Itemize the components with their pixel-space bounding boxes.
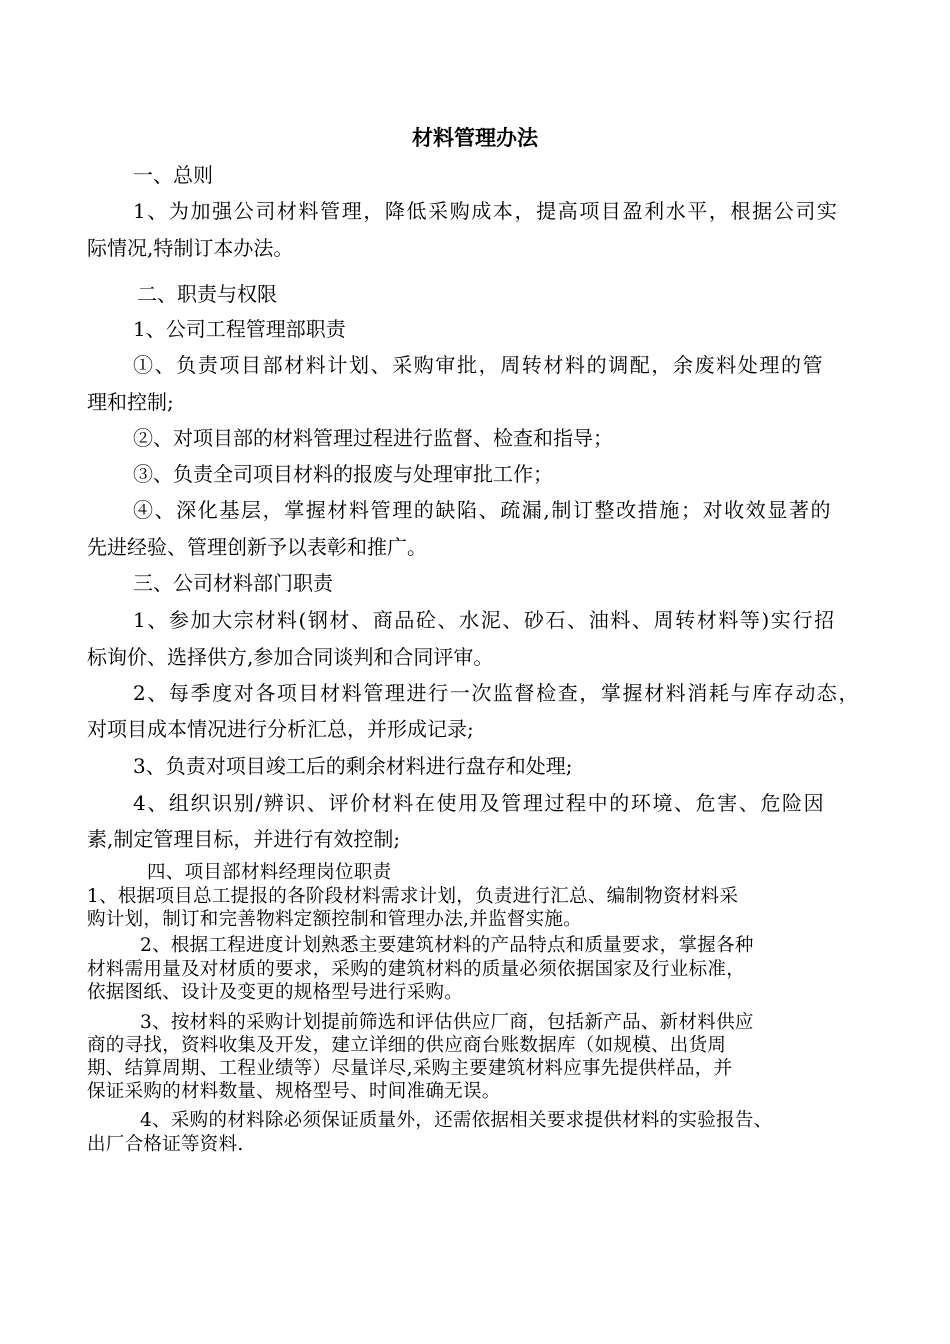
paragraph-line: 1、为加强公司材料管理，降低采购成本，提高项目盈利水平，根据公司实 [133,199,839,223]
paragraph-line: 标询价、选择供方,参加合同谈判和合同评审。 [87,645,494,669]
paragraph-line: 期、结算周期、工程业绩等）尽量详尽,采购主要建筑材料应事先提供样品，并 [87,1058,733,1079]
paragraph-line: 购计划，制订和完善物料定额控制和管理办法,并监督实施。 [87,909,582,930]
subheading-engineering-dept: 1、公司工程管理部职责 [133,317,346,341]
paragraph-line: 依据图纸、设计及变更的规格型号进行采购。 [87,982,464,1003]
paragraph-line: ①、负责项目部材料计划、采购审批，周转材料的调配，余废料处理的管 [133,353,825,377]
document-title: 材料管理办法 [412,126,538,150]
paragraph-line: 理和控制; [87,390,174,414]
paragraph-line: ②、对项目部的材料管理过程进行监督、检查和指导； [133,426,613,450]
heading-project-manager: 四、项目部材料经理岗位职责 [147,862,392,883]
paragraph-line: ④、深化基层，掌握材料管理的缺陷、疏漏,制订整改措施；对收效显著的 [133,498,833,522]
paragraph-line: 1、参加大宗材料(钢材、商品砼、水泥、砂石、油料、周转材料等)实行招 [133,608,836,632]
paragraph-line: 对项目成本情况进行分析汇总，并形成记录; [87,717,474,741]
paragraph-line: 2、每季度对各项目材料管理进行一次监督检查，掌握材料消耗与库存动态， [133,681,861,705]
paragraph-line: 材料需用量及对材质的要求，采购的建筑材料的质量必须依据国家及行业标准， [87,959,746,980]
paragraph-line: 4、组织识别/辨识、评价材料在使用及管理过程中的环境、危害、危险因 [133,791,826,815]
paragraph-line: 出厂合格证等资料. [87,1134,244,1155]
paragraph-line: 3、按材料的采购计划提前筛选和评估供应厂商，包括新产品、新材料供应 [140,1012,754,1033]
paragraph-line: 4、采购的材料除必须保证质量外，还需依据相关要求提供材料的实验报告、 [140,1110,773,1131]
paragraph-line: 先进经验、管理创新予以表彰和推广。 [87,535,427,559]
paragraph-line: ③、负责全司项目材料的报废与处理审批工作； [133,462,553,486]
paragraph-line: 保证采购的材料数量、规格型号、时间准确无误。 [87,1081,501,1102]
heading-duties: 二、职责与权限 [137,282,277,306]
paragraph-line: 商的寻找，资料收集及开发，建立详细的供应商台账数据库（如规模、出货周 [87,1035,727,1056]
paragraph-line: 素,制定管理目标，并进行有效控制; [87,827,401,851]
heading-materials-dept: 三、公司材料部门职责 [133,571,333,595]
paragraph-line: 1、根据项目总工提报的各阶段材料需求计划，负责进行汇总、编制物资材料采 [87,886,739,907]
paragraph-line: 2、根据工程进度计划熟悉主要建筑材料的产品特点和质量要求，掌握各种 [140,935,754,956]
paragraph-line: 3、负责对项目竣工后的剩余材料进行盘存和处理; [133,754,573,778]
paragraph-line: 际情况,特制订本办法。 [87,236,294,260]
heading-general: 一、总则 [133,163,213,187]
